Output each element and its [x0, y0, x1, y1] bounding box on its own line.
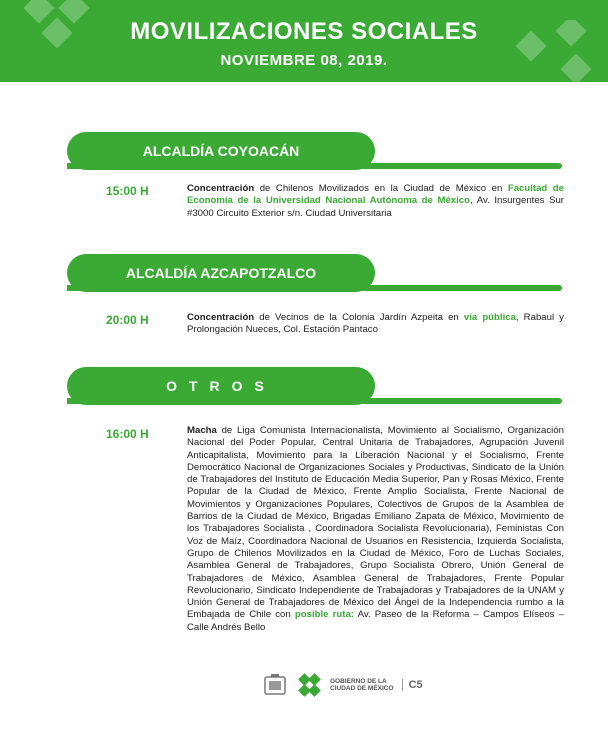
event-description: Macha de Liga Comunista Internacionalista, Movimiento al Socialismo, Organización Nacional del Poder Popular, Central Unitaria de Trabajadores, Agrupación Juvenil Anticapitalista, Movimiento para la Liberación Nacional y el Socialismo, Frente Democrático Nacional de Organizaciones Sociales y Productivas, Sindicato de la Unión de Trabajadores del Instituto de Educación Media Superior, Pan y Rosas México, Frente Popular de la Ciudad de México, Frente Amplio Socialista, Frente Nacional de Movimientos y Organizaciones Populares, Colectivos de Grupos de la Asamblea de Barrios de la Ciudad de México, Brigadas Emiliano Zapata de México, Movimiento de los Trabajadores Socialista , Coordinadora Socialista Revolucionaria), Feministas Con Voz de Maíz, Coordinadora Nacional de Usuarios en Resistencia, Izquierda Socialista, Grupo de Chilenos Movilizados en la Ciudad de México, Foro de Luchas Sociales, Asamblea General de Trabajadores, Grupo Socialista Obrero, Unión General de Trabajadores de México, Asamblea General de Trabajadores, Frente Popular Revolucionario, Sindicato Independiente de Trabajadoras y Trabajadores de la UNAM y Unión General de Trabajadores de México del Ángel de la Independencia rumbo a la Embajada de Chile con posible ruta: Av. Paseo de la Reforma – Campos Elíseos – Calle Andrés Bello	[187, 425, 564, 633]
event-time: 20:00 H	[106, 313, 149, 327]
footer-logos	[262, 672, 423, 698]
page-date: NOVIEMBRE 08, 2019.	[220, 52, 388, 69]
cdmx-logo-icon	[296, 673, 322, 697]
coat-of-arms-icon	[262, 673, 288, 697]
event-time: 16:00 H	[106, 427, 149, 441]
government-label: GOBIERNO DE LA CIUDAD DE MÉXICO	[330, 677, 394, 692]
event-time: 15:00 H	[106, 184, 149, 198]
page-title: MOVILIZACIONES SOCIALES	[130, 18, 478, 45]
section-header-azcapotzalco: ALCALDÍA AZCAPOTZALCO	[67, 254, 375, 292]
event-description: Concentración de Vecinos de la Colonia Jardín Azpeita en vía pública, Rabaul y Prolongación Nueces, Col. Estación Pantaco	[187, 312, 564, 336]
section-header-coyoacan: ALCALDÍA COYOACÁN	[67, 132, 375, 170]
page-header	[0, 0, 608, 82]
section-header-otros: OTROS	[67, 367, 375, 405]
c5-label: C5	[402, 679, 423, 691]
event-description: Concentración de Chilenos Movilizados en la Ciudad de México en Facultad de Economía de la Universidad Nacional Autónoma de México, Av. Insurgentes Sur #3000 Circuito Exterior s/n. Ciudad Universitaria	[187, 183, 564, 219]
